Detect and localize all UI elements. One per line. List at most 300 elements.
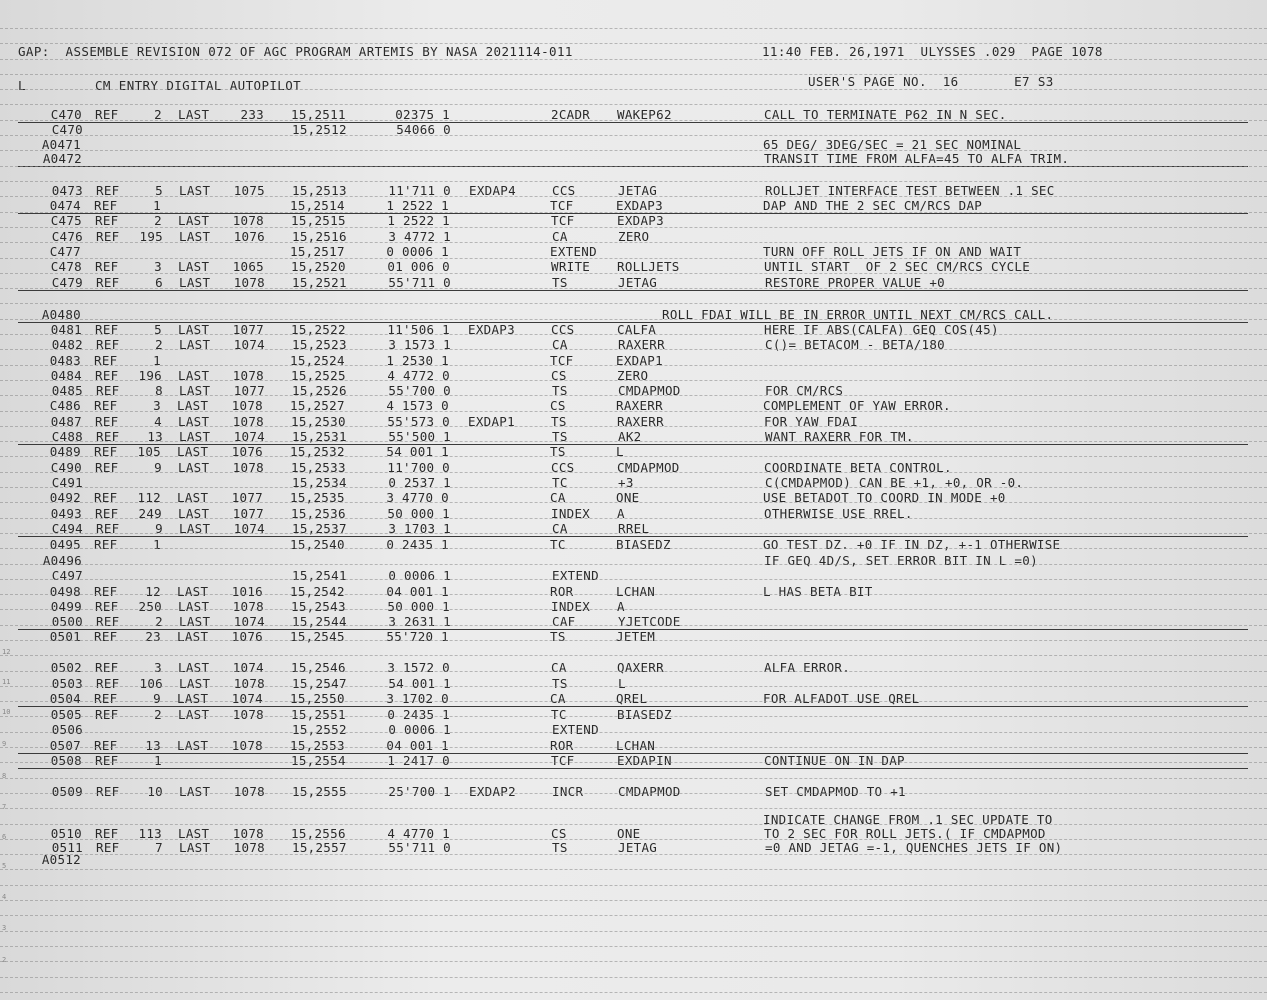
ref-count: 249	[138, 506, 162, 521]
paper-rule	[0, 303, 1267, 304]
ref-count: 2	[155, 614, 163, 629]
table-row	[0, 244, 1266, 259]
ref-tag: REF	[94, 629, 118, 644]
paper-rule	[0, 824, 1267, 825]
paper-rule	[0, 395, 1267, 396]
table-row	[0, 691, 1266, 706]
address: 15,2532	[290, 444, 345, 459]
operand: JETAG	[618, 840, 658, 855]
opcode: TS	[552, 429, 568, 444]
opcode: TS	[550, 629, 566, 644]
operand: +3	[618, 475, 634, 490]
line-number: 0481	[50, 322, 82, 337]
paper-rule	[0, 992, 1267, 993]
last-tag: LAST	[179, 784, 211, 799]
ref-tag: REF	[95, 460, 119, 475]
address: 15,2536	[291, 506, 346, 521]
last-page: 1078	[232, 368, 264, 383]
address: 15,2513	[292, 183, 347, 198]
octal-word: 3 1572 0	[387, 660, 450, 675]
last-page: 1016	[231, 584, 263, 599]
address: 15,2520	[291, 259, 346, 274]
opcode: EXTEND	[552, 722, 599, 737]
line-number: 0474	[49, 198, 81, 213]
operand: CALFA	[617, 322, 657, 337]
last-page: 1074	[231, 691, 263, 706]
paper-rule	[0, 227, 1267, 228]
section-title: CM ENTRY DIGITAL AUTOPILOT	[95, 78, 302, 93]
opcode: TC	[551, 707, 567, 722]
comment: GO TEST DZ. +0 IF IN DZ, +-1 OTHERWISE	[763, 537, 1061, 552]
line-number: C470	[51, 122, 83, 137]
comment: USE BETADOT TO COORD IN MODE +0	[763, 490, 1006, 505]
comment: ROLL FDAI WILL BE IN ERROR UNTIL NEXT CM/RCS CALL.	[662, 307, 1054, 322]
last-page: 1078	[233, 676, 265, 691]
comment: TRANSIT TIME FROM ALFA=45 TO ALFA TRIM.	[764, 151, 1070, 166]
ref-count: 8	[155, 383, 163, 398]
octal-word: 0 0006 1	[388, 568, 451, 583]
margin-number: 9	[2, 740, 7, 748]
last-tag: LAST	[179, 676, 211, 691]
comment: HERE IF ABS(CALFA) GEQ COS(45)	[764, 322, 999, 337]
last-page: 1078	[232, 707, 264, 722]
opcode: CA	[552, 229, 568, 244]
address: 15,2531	[292, 429, 347, 444]
comment: FOR CM/RCS	[765, 383, 844, 398]
operand: BIASEDZ	[617, 707, 672, 722]
address: 15,2534	[292, 475, 347, 490]
comment: COORDINATE BETA CONTROL.	[764, 460, 952, 475]
operand: ONE	[616, 490, 640, 505]
opcode: ROR	[550, 584, 574, 599]
ref-count: 4	[154, 414, 162, 429]
address: 15,2526	[292, 383, 347, 398]
address: 15,2546	[291, 660, 346, 675]
paper-rule	[0, 212, 1267, 213]
paper-rule	[0, 104, 1267, 105]
ref-tag: REF	[95, 259, 119, 274]
operand: ZERO	[617, 368, 649, 383]
ref-tag: REF	[94, 691, 118, 706]
address: 15,2533	[291, 460, 346, 475]
paper-rule	[0, 931, 1267, 932]
opcode: TS	[552, 275, 568, 290]
last-tag: LAST	[177, 490, 209, 505]
ref-count: 106	[139, 676, 163, 691]
table-row	[0, 151, 1267, 166]
line-number: 0499	[50, 599, 82, 614]
line-number: 0484	[50, 368, 82, 383]
paper-rule	[0, 150, 1267, 151]
comment: FOR ALFADOT USE QREL	[763, 691, 920, 706]
comment: SET CMDAPMOD TO +1	[765, 784, 906, 799]
comment: CONTINUE ON IN DAP	[764, 753, 905, 768]
paper-rule	[0, 43, 1267, 44]
opcode: EXTEND	[550, 244, 597, 259]
paper-rule	[0, 487, 1267, 488]
ref-count: 113	[138, 826, 162, 841]
octal-word: 0 2435 1	[386, 537, 449, 552]
paper-rule	[0, 747, 1267, 748]
last-page: 1078	[233, 840, 265, 855]
ref-count: 2	[154, 707, 162, 722]
last-page: 1074	[232, 660, 264, 675]
line-number: 0492	[49, 490, 81, 505]
ref-tag: REF	[96, 337, 120, 352]
line-number: 0498	[49, 584, 81, 599]
rule-separator	[18, 768, 1248, 769]
address: 15,2524	[290, 353, 345, 368]
paper-rule	[0, 166, 1267, 167]
ref-tag: REF	[96, 676, 120, 691]
line-number: 0483	[49, 353, 81, 368]
line-number: C494	[51, 521, 83, 536]
line-number: C477	[49, 244, 81, 259]
operand: RAXERR	[618, 337, 665, 352]
octal-word: 3 1573 1	[388, 337, 451, 352]
address: 15,2544	[292, 614, 347, 629]
line-number: C490	[50, 460, 82, 475]
octal-word: 04 001 1	[386, 584, 449, 599]
octal-word: 50 000 1	[387, 506, 450, 521]
rule-separator	[18, 290, 1248, 291]
line-number: 0493	[50, 506, 82, 521]
paper-rule	[0, 594, 1267, 595]
paper-rule	[0, 946, 1267, 947]
line-number: 0489	[49, 444, 81, 459]
ref-count: 2	[154, 107, 162, 122]
label: EXDAP2	[469, 784, 516, 799]
opcode: TCF	[551, 753, 575, 768]
paper-rule	[0, 869, 1267, 870]
last-page: 1076	[231, 629, 263, 644]
ref-tag: REF	[95, 599, 119, 614]
operand: EXDAPIN	[617, 753, 672, 768]
ref-tag: REF	[95, 707, 119, 722]
comment: DAP AND THE 2 SEC CM/RCS DAP	[763, 198, 983, 213]
table-row	[0, 707, 1267, 722]
comment: TURN OFF ROLL JETS IF ON AND WAIT	[763, 244, 1022, 259]
octal-word: 11'711 0	[388, 183, 451, 198]
comment: CALL TO TERMINATE P62 IN N SEC.	[764, 107, 1007, 122]
operand: JETAG	[618, 183, 658, 198]
paper-rule	[0, 196, 1267, 197]
octal-word: 25'700 1	[388, 784, 451, 799]
line-number: C488	[51, 429, 83, 444]
ref-tag: REF	[95, 660, 119, 675]
comment: COMPLEMENT OF YAW ERROR.	[763, 398, 951, 413]
octal-word: 54066 0	[396, 122, 451, 137]
table-row	[0, 213, 1267, 228]
line-number: A0512	[41, 852, 81, 867]
ref-count: 7	[155, 840, 163, 855]
label: EXDAP3	[468, 322, 515, 337]
operand: ZERO	[618, 229, 650, 244]
table-row	[0, 198, 1266, 213]
comment: ROLLJET INTERFACE TEST BETWEEN .1 SEC	[765, 183, 1055, 198]
octal-word: 55'700 0	[388, 383, 451, 398]
octal-word: 50 000 1	[387, 599, 450, 614]
opcode: CA	[552, 337, 568, 352]
address: 15,2537	[292, 521, 347, 536]
last-page: 1078	[233, 784, 265, 799]
line-number: 0510	[50, 826, 82, 841]
last-tag: LAST	[178, 826, 210, 841]
line-number: 0505	[50, 707, 82, 722]
paper-rule	[0, 288, 1267, 289]
last-tag: LAST	[178, 368, 210, 383]
last-tag: LAST	[178, 460, 210, 475]
last-page: 233	[240, 107, 264, 122]
last-page: 1077	[231, 490, 263, 505]
opcode: TS	[552, 383, 568, 398]
address: 15,2523	[292, 337, 347, 352]
label: EXDAP4	[469, 183, 516, 198]
paper-rule	[0, 472, 1267, 473]
table-row	[0, 738, 1266, 753]
operand: EXDAP1	[616, 353, 663, 368]
operand: L	[618, 676, 626, 691]
paper-rule	[0, 701, 1267, 702]
address: 15,2540	[290, 537, 345, 552]
ref-tag: REF	[96, 429, 120, 444]
operand: ONE	[617, 826, 641, 841]
paper-rule	[0, 349, 1267, 350]
paper-rule	[0, 548, 1267, 549]
octal-word: 55'500 1	[388, 429, 451, 444]
assembly-title: GAP: ASSEMBLE REVISION 072 OF AGC PROGRAM ARTEMIS BY NASA 2021114-011	[18, 44, 573, 59]
line-number: A0472	[42, 151, 82, 166]
ref-tag: REF	[94, 198, 118, 213]
ref-count: 9	[155, 521, 163, 536]
octal-word: 3 2631 1	[388, 614, 451, 629]
line-number: C491	[51, 475, 83, 490]
table-row	[1, 614, 1267, 629]
comment: C(CMDAPMOD) CAN BE +1, +0, OR -0.	[765, 475, 1024, 490]
ref-tag: REF	[94, 444, 118, 459]
last-tag: LAST	[179, 337, 211, 352]
opcode: TS	[552, 840, 568, 855]
ref-tag: REF	[95, 414, 119, 429]
octal-word: 3 4770 0	[386, 490, 449, 505]
paper-rule	[0, 961, 1267, 962]
paper-rule	[0, 900, 1267, 901]
ref-count: 250	[138, 599, 162, 614]
operand: A	[617, 599, 625, 614]
octal-word: 1 2522 1	[386, 198, 449, 213]
ref-count: 105	[137, 444, 161, 459]
line-number: 0503	[51, 676, 83, 691]
table-row	[1, 722, 1267, 737]
margin-number: 5	[2, 862, 7, 870]
octal-word: 3 1703 1	[388, 521, 451, 536]
paper-rule	[0, 793, 1267, 794]
line-number: 0500	[51, 614, 83, 629]
last-tag: LAST	[179, 521, 211, 536]
opcode: ROR	[550, 738, 574, 753]
address: 15,2515	[291, 213, 346, 228]
paper-rule	[0, 778, 1267, 779]
ref-count: 196	[138, 368, 162, 383]
timestamp-page: 11:40 FEB. 26,1971 ULYSSES .029 PAGE 1078	[762, 44, 1103, 59]
last-tag: LAST	[178, 707, 210, 722]
paper-rule	[0, 732, 1267, 733]
address: 15,2557	[292, 840, 347, 855]
last-tag: LAST	[179, 383, 211, 398]
last-page: 1065	[232, 259, 264, 274]
table-row	[1, 784, 1267, 799]
last-page: 1078	[232, 213, 264, 228]
operand: QAXERR	[617, 660, 664, 675]
octal-word: 4 4772 0	[387, 368, 450, 383]
last-tag: LAST	[179, 183, 211, 198]
line-number: 0495	[49, 537, 81, 552]
last-tag: LAST	[179, 229, 211, 244]
last-page: 1076	[231, 444, 263, 459]
ref-tag: REF	[96, 840, 120, 855]
operand: LCHAN	[616, 584, 656, 599]
octal-word: 11'506 1	[387, 322, 450, 337]
line-number: 0485	[51, 383, 83, 398]
ref-tag: REF	[94, 353, 118, 368]
last-tag: LAST	[177, 584, 209, 599]
opcode: TC	[552, 475, 568, 490]
address: 15,2511	[291, 107, 346, 122]
operand: LCHAN	[616, 738, 656, 753]
comment: C()= BETACOM - BETA/180	[765, 337, 945, 352]
ref-tag: REF	[96, 784, 120, 799]
paper-rule	[0, 59, 1267, 60]
octal-word: 0 2537 1	[388, 475, 451, 490]
octal-word: 0 2435 1	[387, 707, 450, 722]
paper-rule	[0, 120, 1267, 121]
last-tag: LAST	[177, 738, 209, 753]
ref-count: 1	[154, 753, 162, 768]
margin-number: 12	[2, 648, 11, 656]
opcode: CS	[551, 368, 567, 383]
ref-count: 5	[155, 183, 163, 198]
paper-rule	[0, 456, 1267, 457]
ref-count: 10	[147, 784, 163, 799]
last-tag: LAST	[177, 444, 209, 459]
ref-count: 3	[154, 259, 162, 274]
table-row	[0, 537, 1266, 552]
octal-word: 3 4772 1	[388, 229, 451, 244]
paper-rule	[0, 671, 1267, 672]
last-tag: LAST	[178, 506, 210, 521]
paper-rule	[0, 640, 1267, 641]
ref-count: 23	[145, 629, 161, 644]
address: 15,2547	[292, 676, 347, 691]
address: 15,2516	[292, 229, 347, 244]
table-row	[1, 568, 1267, 583]
ref-count: 1	[153, 537, 161, 552]
paper-rule	[0, 242, 1267, 243]
octal-word: 54 001 1	[388, 676, 451, 691]
last-page: 1078	[232, 460, 264, 475]
octal-word: 3 1702 0	[386, 691, 449, 706]
operand: EXDAP3	[616, 198, 663, 213]
comment: ALFA ERROR.	[764, 660, 851, 675]
margin-number: 6	[2, 833, 7, 841]
paper-rule	[0, 609, 1267, 610]
opcode: TCF	[550, 198, 574, 213]
margin-number: 8	[2, 772, 7, 780]
paper-rule	[0, 655, 1267, 656]
line-number: 0507	[49, 738, 81, 753]
ref-tag: REF	[94, 738, 118, 753]
address: 15,2543	[291, 599, 346, 614]
opcode: TS	[550, 444, 566, 459]
address: 15,2514	[290, 198, 345, 213]
margin-number: 2	[2, 956, 7, 964]
opcode: INDEX	[551, 506, 591, 521]
opcode: CA	[551, 660, 567, 675]
operand: CMDAPMOD	[618, 784, 681, 799]
address: 15,2521	[292, 275, 347, 290]
opcode: CS	[551, 826, 567, 841]
comment: 65 DEG/ 3DEG/SEC = 21 SEC NOMINAL	[763, 137, 1022, 152]
address: 15,2535	[290, 490, 345, 505]
opcode: EXTEND	[552, 568, 599, 583]
last-tag: LAST	[178, 660, 210, 675]
ref-tag: REF	[95, 753, 119, 768]
paper-rule	[0, 181, 1267, 182]
ref-count: 5	[154, 322, 162, 337]
opcode: INDEX	[551, 599, 591, 614]
last-tag: LAST	[177, 629, 209, 644]
address: 15,2555	[292, 784, 347, 799]
last-tag: LAST	[178, 322, 210, 337]
operand: ROLLJETS	[617, 259, 680, 274]
operand: AK2	[618, 429, 642, 444]
last-page: 1074	[233, 521, 265, 536]
ref-count: 13	[147, 429, 163, 444]
ref-tag: REF	[95, 506, 119, 521]
ref-tag: REF	[96, 275, 120, 290]
octal-word: 55'720 1	[386, 629, 449, 644]
opcode: TS	[552, 676, 568, 691]
ref-tag: REF	[94, 490, 118, 505]
table-row	[0, 584, 1266, 599]
address: 15,2551	[291, 707, 346, 722]
line-number: 0506	[51, 722, 83, 737]
margin-number: 4	[2, 893, 7, 901]
address: 15,2542	[290, 584, 345, 599]
opcode: TS	[551, 414, 567, 429]
paper-rule	[0, 273, 1267, 274]
table-row	[0, 660, 1267, 675]
last-tag: LAST	[179, 840, 211, 855]
opcode: CA	[550, 490, 566, 505]
address: 15,2527	[290, 398, 345, 413]
line-number: C486	[49, 398, 81, 413]
paper-rule	[0, 28, 1267, 29]
line-number: C475	[50, 213, 82, 228]
operand: QREL	[616, 691, 648, 706]
operand: YJETCODE	[618, 614, 681, 629]
octal-word: 02375 1	[395, 107, 450, 122]
margin-number: 3	[2, 924, 7, 932]
line-number: A0480	[41, 307, 81, 322]
line-number: A0496	[42, 553, 82, 568]
comment: INDICATE CHANGE FROM .1 SEC UPDATE TO	[763, 812, 1053, 827]
last-page: 1076	[233, 229, 265, 244]
octal-word: 01 006 0	[387, 259, 450, 274]
comment: FOR YAW FDAI	[764, 414, 858, 429]
paper-rule	[0, 89, 1267, 90]
octal-word: 11'700 0	[387, 460, 450, 475]
